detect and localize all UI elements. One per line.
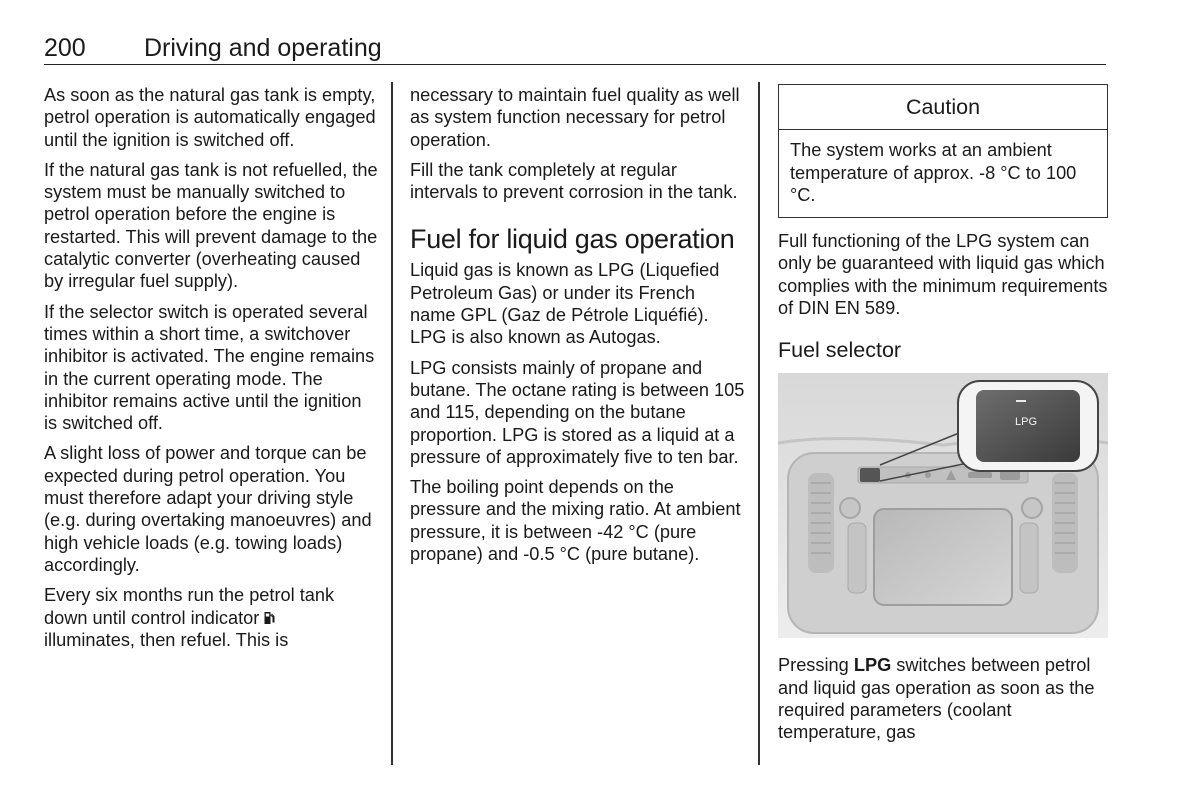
paragraph-text: illuminates, then refuel. This is bbox=[44, 629, 289, 650]
paragraph: LPG consists mainly of propane and butane. The octane rating is between 105 and 115, depending on the butane proportion. LPG is stored as a liquid at a pressure of approximately five to ten bar. bbox=[410, 357, 745, 467]
paragraph: A slight loss of power and torque can be expected during petrol operation. You must therefore adapt your driving style (e.g. during overtaking manoeuvres) and high vehicle loads (e.g. towing loads) accordingly. bbox=[44, 443, 372, 575]
column-divider bbox=[391, 82, 393, 765]
paragraph bbox=[44, 584, 379, 651]
caution-title: Caution bbox=[779, 85, 1107, 130]
fuel-selector-figure bbox=[778, 373, 1108, 638]
column-middle bbox=[410, 84, 745, 573]
paragraph: Liquid gas is known as LPG (Liquefied Petroleum Gas) or under its French name GPL (Gaz de Pétrole Liquéfié). LPG is also known as Autogas. bbox=[410, 260, 720, 348]
bold-term: LPG bbox=[853, 655, 892, 676]
paragraph: Fill the tank completely at regular intervals to prevent corrosion in the tank. bbox=[410, 159, 738, 203]
subsection-heading: Fuel selector bbox=[778, 338, 902, 363]
paragraph: If the natural gas tank is not refuelled, the system must be manually switched to petrol operation before the engine is restarted. This will prevent damage to the catalytic converter (overheating caused by irregular fuel supply). bbox=[44, 159, 378, 292]
page-header bbox=[44, 34, 1106, 65]
paragraph: If the selector switch is operated several times within a short time, a switchover inhibitor is activated. The engine remains in the current operating mode. The inhibitor remains active until the ignition is switched off. bbox=[44, 301, 375, 434]
column-right bbox=[778, 84, 1108, 752]
paragraph: Full functioning of the LPG system can only be guaranteed with liquid gas which complies with the minimum requirements of DIN EN 589. bbox=[778, 231, 1108, 319]
page-title: Driving and operating bbox=[144, 34, 382, 62]
paragraph-text: Pressing bbox=[778, 655, 849, 676]
paragraph: As soon as the natural gas tank is empty, petrol operation is automatically engaged until the ignition is switched off. bbox=[44, 85, 376, 150]
paragraph-text: switches between petrol and liquid gas operation as soon as the required parameters (coolant temperature, gas bbox=[778, 655, 1095, 743]
paragraph: necessary to maintain fuel quality as well as system function necessary for petrol operation. bbox=[410, 85, 740, 150]
column-divider bbox=[758, 82, 760, 765]
caution-text: The system works at an ambient temperature of approx. -8 °C to 100 °C. bbox=[790, 140, 1077, 205]
caution-box bbox=[778, 84, 1108, 218]
fuel-pump-icon bbox=[264, 609, 275, 625]
column-left bbox=[44, 84, 379, 659]
section-heading: Fuel for liquid gas operation bbox=[410, 224, 735, 255]
paragraph: The boiling point depends on the pressure and the mixing ratio. At ambient pressure, it is between -42 °C (pure propane) and -0.5 °C (pure butane). bbox=[410, 477, 741, 565]
paragraph-text: Every six months run the petrol tank down until control indicator bbox=[44, 585, 335, 628]
page-number: 200 bbox=[44, 34, 86, 62]
dashboard-illustration bbox=[778, 373, 1108, 638]
lpg-button-label: LPG bbox=[1014, 416, 1038, 429]
paragraph bbox=[778, 654, 1108, 743]
